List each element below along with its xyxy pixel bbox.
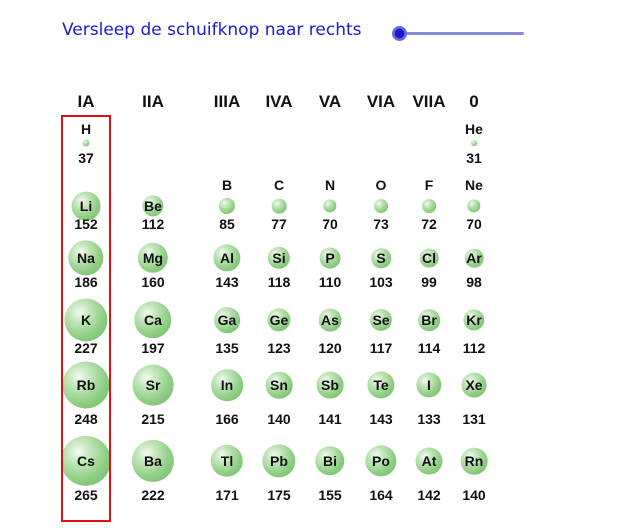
- atom-sphere: [374, 199, 388, 213]
- element-symbol: Bi: [323, 453, 337, 469]
- atomic-radius: 114: [417, 340, 441, 356]
- atom-sphere: [272, 199, 287, 214]
- element-symbol: Tl: [220, 453, 234, 469]
- atomic-radius: 72: [421, 216, 437, 232]
- group-header: VIA: [366, 92, 396, 111]
- atomic-radius: 135: [215, 340, 239, 356]
- atomic-radius: 131: [462, 411, 486, 427]
- atomic-radius: 215: [141, 411, 165, 427]
- element-symbol: P: [325, 250, 335, 266]
- group-header: IIA: [142, 92, 164, 111]
- element-symbol: F: [424, 177, 434, 193]
- element-symbol: N: [324, 177, 336, 193]
- atomic-radius: 37: [78, 150, 94, 166]
- element-symbol: Sb: [321, 377, 339, 393]
- element-symbol: Kr: [466, 312, 482, 328]
- element-symbol: Ar: [466, 250, 482, 266]
- element-symbol: H: [80, 121, 92, 137]
- element-symbol: Ne: [465, 177, 483, 193]
- element-symbol: Ga: [217, 312, 237, 328]
- element-symbol: In: [220, 377, 234, 393]
- atomic-radius: 155: [318, 487, 342, 503]
- element-symbol: Sn: [270, 377, 288, 393]
- atomic-radius: 143: [215, 274, 239, 290]
- atomic-radius: 123: [267, 340, 291, 356]
- atomic-radius: 70: [322, 216, 338, 232]
- element-symbol: Cs: [77, 453, 95, 469]
- atom-sphere: [422, 199, 436, 213]
- atomic-radius: 120: [318, 340, 342, 356]
- element-symbol: Pb: [270, 453, 288, 469]
- element-symbol: K: [80, 312, 92, 328]
- element-symbol: Na: [77, 250, 95, 266]
- element-symbol: At: [421, 453, 437, 469]
- element-symbol: Ba: [144, 453, 162, 469]
- atom-sphere: [323, 199, 336, 212]
- atomic-radius: 110: [318, 274, 342, 290]
- element-symbol: Sr: [145, 377, 161, 393]
- atomic-radius: 175: [267, 487, 291, 503]
- atomic-radius: 160: [141, 274, 165, 290]
- atomic-radius: 143: [369, 411, 393, 427]
- atomic-radius: 171: [215, 487, 239, 503]
- atomic-radius: 141: [318, 411, 342, 427]
- atomic-radius: 166: [215, 411, 239, 427]
- element-symbol: Ge: [269, 312, 289, 328]
- instruction-text: Versleep de schuifknop naar rechts: [62, 20, 362, 40]
- element-symbol: Cl: [422, 250, 436, 266]
- atomic-radius: 140: [462, 487, 486, 503]
- atomic-radius: 133: [417, 411, 441, 427]
- atomic-radius: 222: [141, 487, 165, 503]
- atomic-radius: 117: [369, 340, 393, 356]
- atomic-radius: 164: [369, 487, 393, 503]
- atomic-radius: 142: [417, 487, 441, 503]
- element-symbol: Te: [373, 377, 389, 393]
- group-header: IVA: [265, 92, 293, 111]
- group-header: VIIA: [412, 92, 446, 111]
- atomic-radius: 197: [141, 340, 165, 356]
- element-symbol: Rb: [76, 377, 96, 393]
- atomic-radius: 77: [271, 216, 287, 232]
- group-header: VA: [318, 92, 342, 111]
- atomic-radius: 227: [74, 340, 98, 356]
- element-symbol: B: [221, 177, 233, 193]
- atomic-radius: 98: [466, 274, 482, 290]
- element-symbol: S: [376, 250, 386, 266]
- atomic-radius: 112: [141, 216, 165, 232]
- atomic-radius: 73: [373, 216, 389, 232]
- atomic-radius: 85: [219, 216, 235, 232]
- element-symbol: Si: [272, 250, 286, 266]
- atom-sphere: [467, 199, 480, 212]
- atom-sphere: [219, 198, 235, 214]
- atom-sphere: [471, 140, 477, 146]
- atomic-radius: 140: [267, 411, 291, 427]
- element-symbol: Mg: [142, 250, 164, 266]
- atomic-radius: 265: [74, 487, 98, 503]
- group-header: IA: [77, 92, 95, 111]
- group-header: 0: [469, 92, 479, 111]
- element-symbol: O: [375, 177, 387, 193]
- element-symbol: Be: [144, 198, 162, 214]
- element-symbol: C: [273, 177, 285, 193]
- atomic-radius: 70: [466, 216, 482, 232]
- element-symbol: Li: [79, 198, 93, 214]
- group-header: IIIA: [213, 92, 241, 111]
- element-symbol: Po: [372, 453, 390, 469]
- atomic-radius: 103: [369, 274, 393, 290]
- element-symbol: He: [465, 121, 483, 137]
- atomic-radius: 248: [74, 411, 98, 427]
- element-symbol: As: [321, 312, 339, 328]
- element-symbol: Xe: [465, 377, 483, 393]
- atomic-radius: 186: [74, 274, 98, 290]
- element-symbol: Br: [421, 312, 437, 328]
- element-symbol: Se: [372, 312, 390, 328]
- group-ia-highlight: [61, 115, 111, 522]
- atomic-radius: 31: [466, 150, 482, 166]
- atomic-radius: 99: [421, 274, 437, 290]
- atomic-radius: 152: [74, 216, 98, 232]
- element-symbol: I: [427, 377, 431, 393]
- atomic-radius: 112: [462, 340, 486, 356]
- element-symbol: Al: [220, 250, 234, 266]
- element-symbol: Ca: [144, 312, 162, 328]
- element-symbol: Rn: [464, 453, 484, 469]
- atomic-radius: 118: [267, 274, 291, 290]
